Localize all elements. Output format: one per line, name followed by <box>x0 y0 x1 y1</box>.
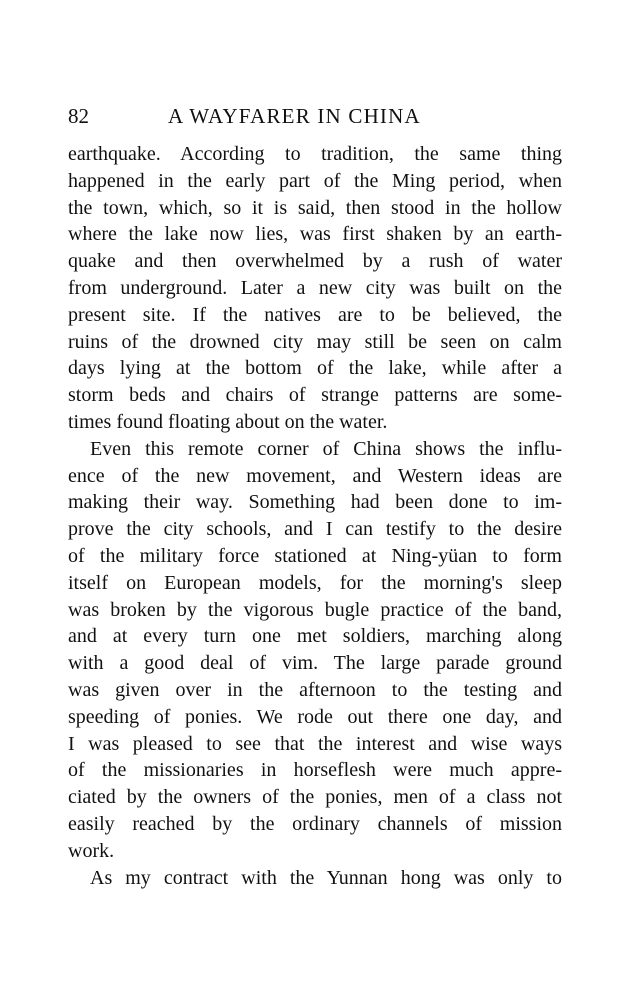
text-line: ence of the new movement, and Western ideas are <box>68 464 562 487</box>
text-line: times found floating about on the water. <box>68 410 388 433</box>
text-line: work. <box>68 839 115 862</box>
text-line: itself on European models, for the morning's sleep <box>68 571 562 594</box>
text-line: was broken by the vigorous bugle practice of the band, <box>68 598 562 621</box>
text-line: was given over in the afternoon to the testing and <box>68 678 562 701</box>
text-line: present site. If the natives are to be believed, the <box>68 303 562 326</box>
text-line: I was pleased to see that the interest and wise ways <box>68 732 562 755</box>
paragraph <box>68 436 562 865</box>
text-line: As my contract with the Yunnan hong was only to <box>90 866 562 889</box>
text-line: from underground. Later a new city was built on the <box>68 276 562 299</box>
text-line: speeding of ponies. We rode out there one day, and <box>68 705 562 728</box>
text-line: ruins of the drowned city may still be seen on calm <box>68 330 562 353</box>
text-line: days lying at the bottom of the lake, while after a <box>68 357 562 380</box>
text-line: where the lake now lies, was first shaken by an earth- <box>68 223 562 246</box>
text-line: ciated by the owners of the ponies, men of a class not <box>68 786 562 809</box>
text-line: storm beds and chairs of strange patterns are some- <box>68 384 562 407</box>
running-title: A WAYFARER IN CHINA <box>168 104 421 128</box>
text-line: earthquake. According to tradition, the same thing <box>68 143 562 165</box>
running-head <box>68 100 562 132</box>
paragraph <box>68 141 562 436</box>
body-text <box>68 141 562 891</box>
text-line: Even this remote corner of China shows the influ- <box>90 437 562 460</box>
paragraph <box>68 865 562 892</box>
text-line: and at every turn one met soldiers, marching along <box>68 625 562 648</box>
text-line: prove the city schools, and I can testify to the desire <box>68 518 562 541</box>
text-line: easily reached by the ordinary channels of mission <box>68 812 562 835</box>
page-number: 82 <box>68 104 89 128</box>
text-line: the town, which, so it is said, then stood in the hollow <box>68 196 562 219</box>
text-line: making their way. Something had been done to im- <box>68 491 562 514</box>
text-line: of the military force stationed at Ning-yüan to form <box>68 544 562 567</box>
text-line: of the missionaries in horseflesh were much appre- <box>68 759 562 782</box>
text-line: quake and then overwhelmed by a rush of water <box>68 250 562 273</box>
text-line: with a good deal of vim. The large parade ground <box>68 652 562 675</box>
text-line: happened in the early part of the Ming period, when <box>68 169 562 192</box>
